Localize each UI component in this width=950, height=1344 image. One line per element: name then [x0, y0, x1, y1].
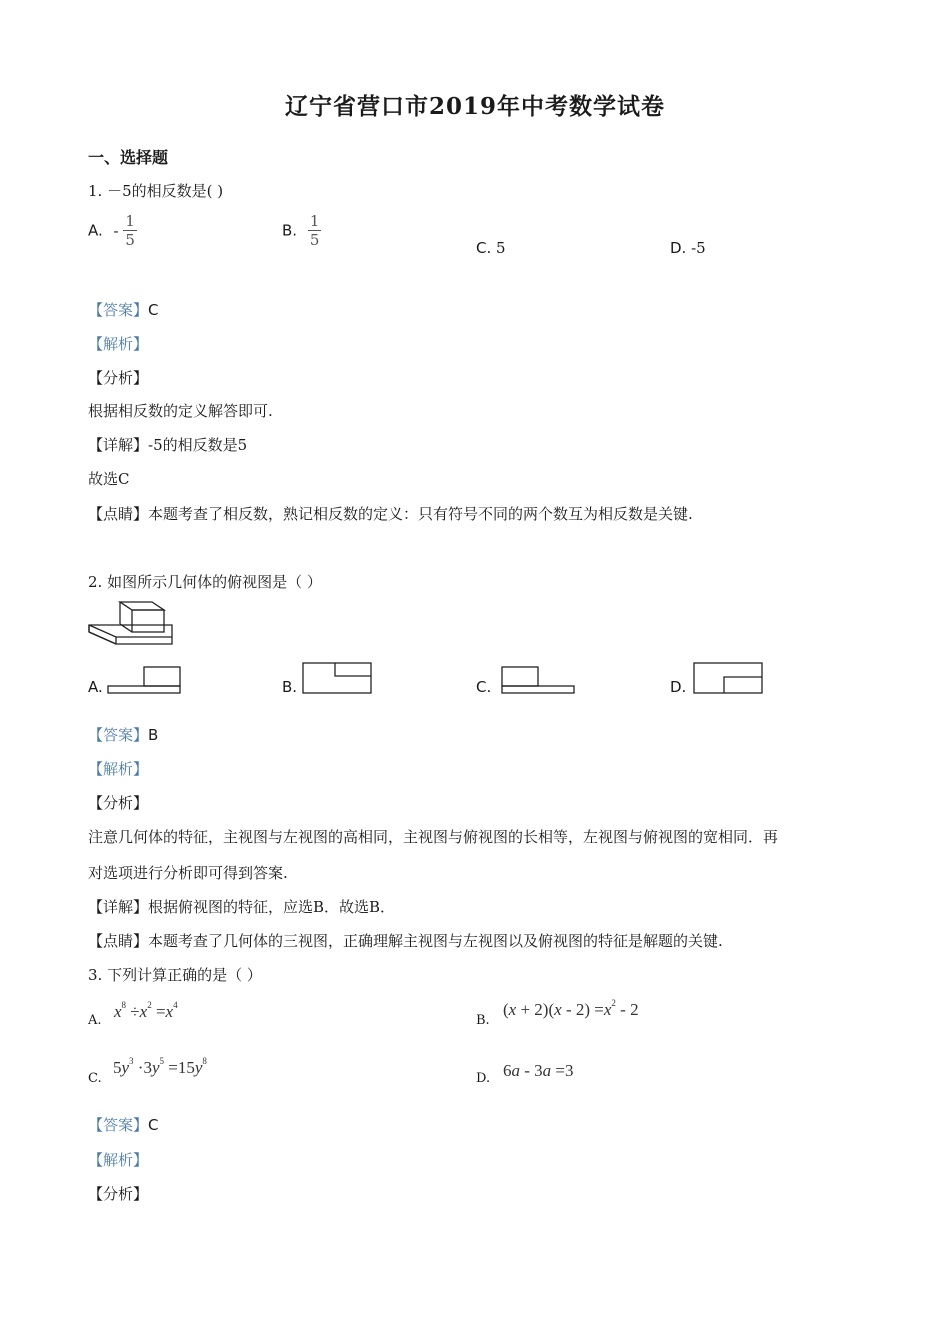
answer-tag: 【答案】: [88, 726, 149, 744]
math-var: x: [139, 1002, 148, 1021]
q2-option-a-label: A.: [88, 678, 103, 696]
fraction-denominator: 5: [309, 231, 320, 249]
q1-option-b: [282, 212, 321, 249]
q3-option-d-expression: [503, 1061, 574, 1081]
math-op: - 3: [520, 1061, 543, 1080]
fraction-one-fifth: [308, 212, 322, 249]
q2-jiexi-tag: 【解析】: [88, 760, 149, 778]
fraction-one-fifth: [123, 212, 137, 249]
option-value: -5: [691, 239, 706, 257]
fraction-denominator: 5: [125, 231, 135, 249]
math-var: x: [603, 1000, 612, 1019]
answer-tag: 【答案】: [88, 1116, 149, 1134]
q1-conclusion: 故选C: [88, 470, 130, 488]
fraction-numerator: 1: [309, 212, 320, 230]
q2-option-c-figure: [500, 665, 576, 695]
q2-answer: [88, 724, 158, 745]
answer-value: C: [148, 1116, 159, 1134]
option-label: D.: [670, 239, 687, 257]
math-exp: 3: [129, 1056, 134, 1066]
q3-answer: [88, 1114, 159, 1135]
math-var: y: [194, 1058, 203, 1077]
q3-option-a-expression: [114, 1000, 178, 1022]
math-text: 5: [113, 1058, 122, 1077]
math-text: 6: [503, 1061, 512, 1080]
math-op: =15: [164, 1058, 195, 1077]
math-text: - 2: [615, 1000, 639, 1019]
math-text: + 2)(: [516, 1000, 555, 1019]
q1-option-d: [670, 239, 706, 257]
math-exp: 4: [173, 1000, 178, 1010]
math-var: x: [554, 1000, 562, 1019]
q3-jiexi-tag: 【解析】: [88, 1151, 149, 1169]
option-label: B.: [282, 221, 298, 240]
q1-dianjing: 【点睛】本题考查了相反数，熟记相反数的定义：只有符号不同的两个数互为相反数是关键.: [88, 505, 693, 523]
q2-option-a-figure: [106, 665, 182, 695]
q3-option-b-label: B.: [476, 1013, 490, 1028]
q2-fenxi-line-2: 对选项进行分析即可得到答案.: [88, 864, 288, 882]
minus-sign: -: [113, 221, 119, 240]
math-var: x: [165, 1002, 174, 1021]
math-op: =: [151, 1002, 166, 1021]
question-3-stem: 3. 下列计算正确的是（ ）: [88, 966, 262, 984]
q3-option-a-label: A.: [88, 1013, 102, 1028]
q3-option-c-label: C.: [88, 1071, 102, 1086]
q3-option-c-expression: [113, 1056, 207, 1078]
option-label: C.: [476, 239, 492, 257]
q2-dianjing: 【点睛】本题考查了几何体的三视图，正确理解主视图与左视图以及俯视图的特征是解题的关键.: [88, 932, 723, 950]
page-title: 辽宁省营口市2019年中考数学试卷: [284, 93, 665, 120]
math-var: y: [121, 1058, 130, 1077]
q1-fenxi-tag: 【分析】: [88, 369, 149, 387]
math-var: a: [511, 1061, 520, 1080]
q2-fenxi-tag: 【分析】: [88, 794, 149, 812]
q2-xiangjie: 【详解】根据俯视图的特征，应选B．故选B．: [88, 898, 396, 916]
q1-xiangjie: 【详解】-5的相反数是5: [88, 436, 248, 454]
q3-option-b-expression: [503, 998, 639, 1020]
math-var: x: [508, 1000, 517, 1019]
math-text: - 2) =: [561, 1000, 604, 1019]
option-label: A.: [88, 221, 103, 240]
q1-option-a: [88, 212, 137, 249]
q1-jiexi-tag: 【解析】: [88, 335, 149, 353]
answer-value: C: [148, 301, 159, 319]
math-exp: 2: [147, 1000, 152, 1010]
question-2-stem: 2. 如图所示几何体的俯视图是（ ）: [88, 573, 322, 591]
math-exp: 2: [611, 998, 616, 1008]
q1-answer: [88, 299, 159, 320]
math-exp: 8: [202, 1056, 207, 1066]
q3-option-d-label: D.: [476, 1071, 491, 1086]
answer-tag: 【答案】: [88, 301, 149, 319]
q1-option-c: [476, 239, 506, 257]
q2-option-d-label: D.: [670, 678, 687, 696]
q2-option-b-label: B.: [282, 678, 298, 696]
q3-fenxi-tag: 【分析】: [88, 1185, 149, 1203]
answer-value: B: [148, 726, 159, 744]
math-var: x: [114, 1002, 122, 1021]
option-value: 5: [496, 239, 506, 257]
fraction-numerator: 1: [125, 212, 135, 230]
question-1-stem: 1. －5的相反数是( ): [88, 182, 224, 200]
math-op: ·3: [133, 1058, 152, 1077]
q2-option-c-label: C.: [476, 678, 492, 696]
math-text: (: [503, 1000, 509, 1019]
math-var: y: [151, 1058, 160, 1077]
math-exp: 8: [121, 1000, 127, 1010]
q1-fenxi-text: 根据相反数的定义解答即可.: [88, 402, 273, 420]
math-op: =3: [551, 1061, 574, 1080]
math-op: ÷: [126, 1002, 140, 1021]
math-var: a: [542, 1061, 552, 1080]
q2-option-d-figure: [692, 661, 764, 695]
q2-option-b-figure: [301, 661, 373, 695]
math-exp: 5: [159, 1056, 165, 1066]
q2-fenxi-line-1: 注意几何体的特征，主视图与左视图的高相同，主视图与俯视图的长相等，左视图与俯视图的宽相同．再: [88, 828, 779, 846]
geometry-solid-figure: [86, 599, 178, 651]
section-heading: 一、选择题: [88, 148, 169, 167]
